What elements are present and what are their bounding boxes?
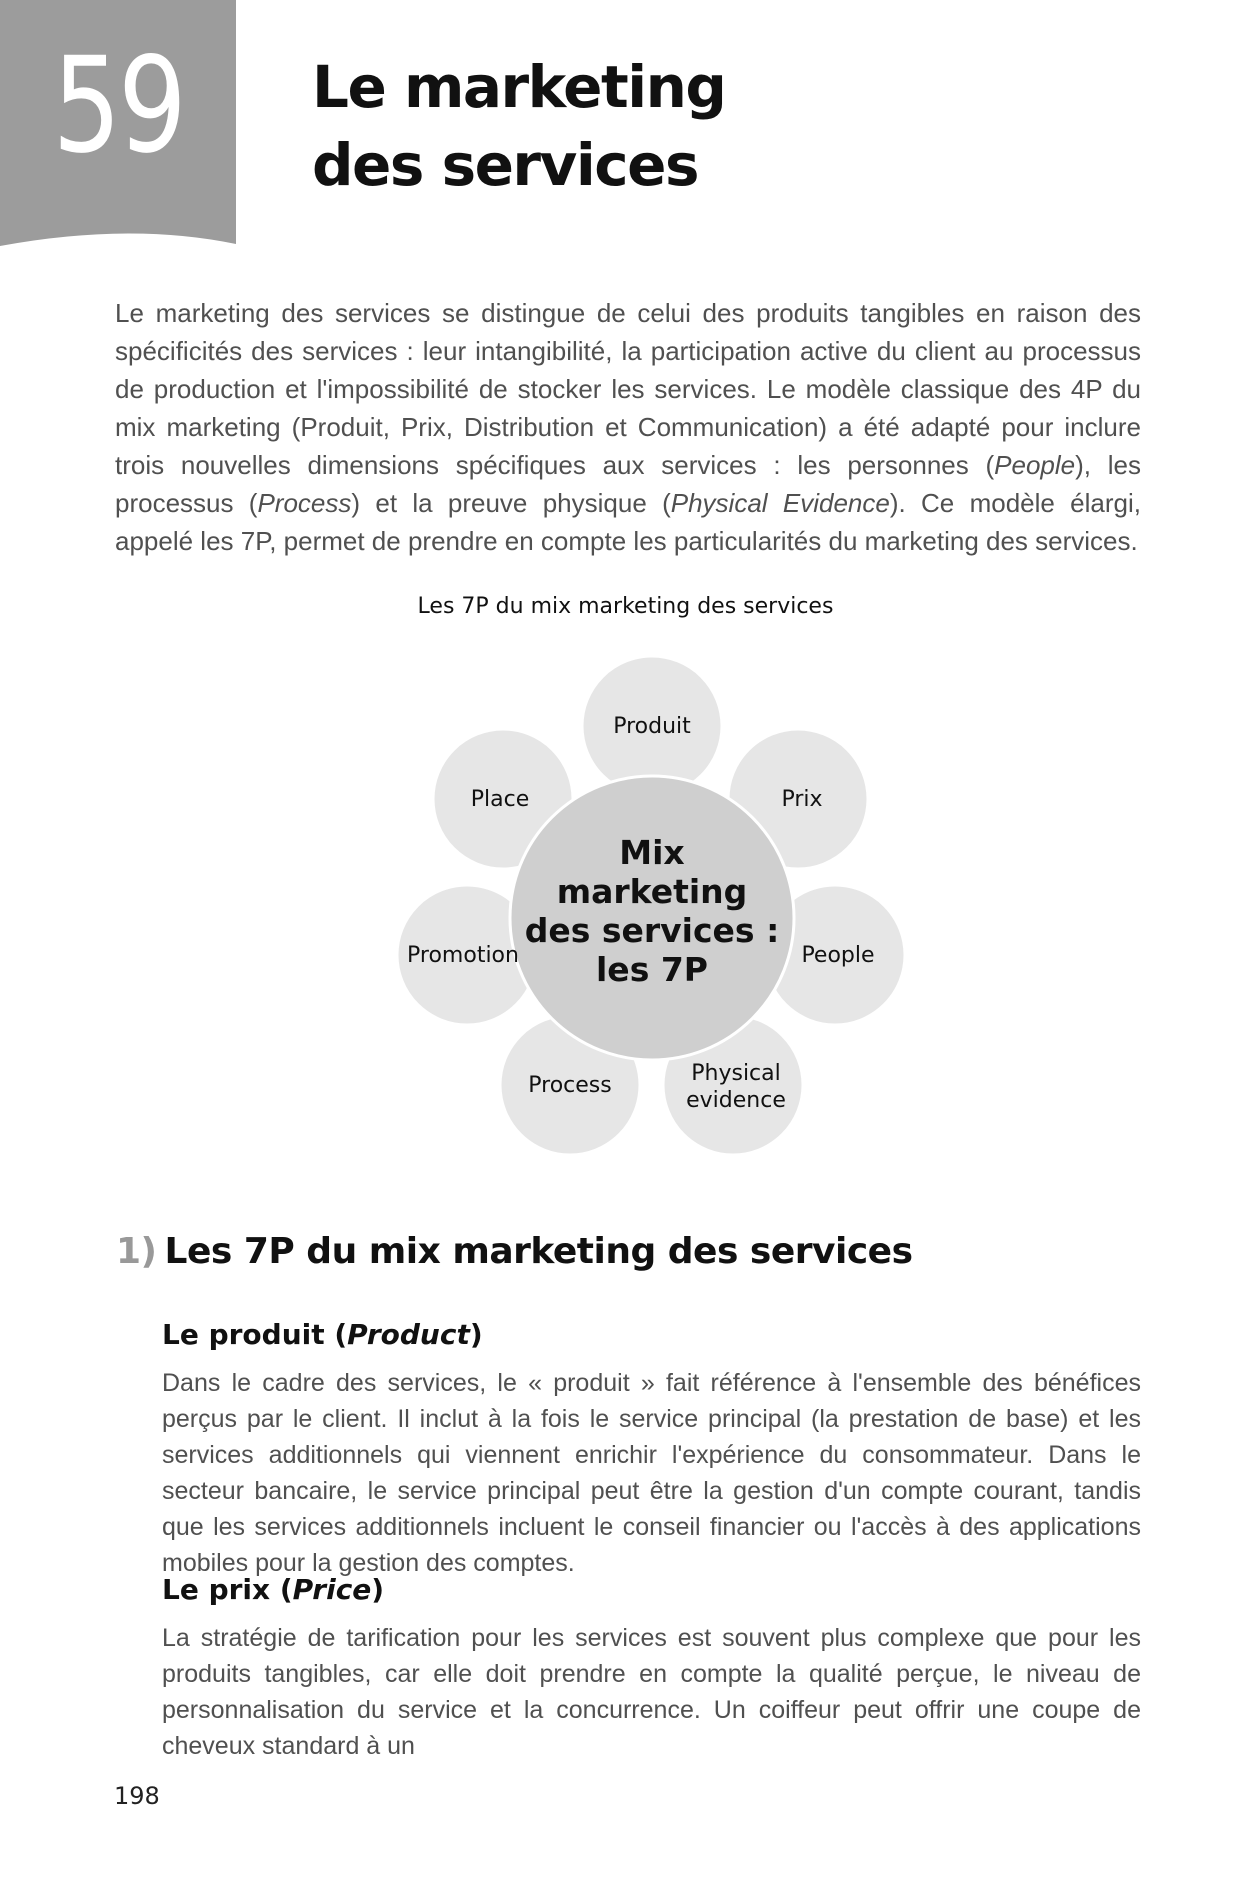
figure-caption: Les 7P du mix marketing des services <box>417 594 834 619</box>
intro-term-process: Process <box>257 488 352 518</box>
label-place: Place <box>470 787 530 812</box>
section-title: Les 7P du mix marketing des services <box>164 1231 913 1272</box>
paragraph-prix: La stratégie de tarification pour les services est souvent plus complexe que pour les produits tangibles, car elle doit prendre en compte la qualité perçue, le niveau de personnalisation du service et la concurrence. Un coiffeur peut offrir une coupe de cheveux standard à un <box>162 1624 1141 1760</box>
section-heading <box>116 1230 913 1274</box>
intro-text-4: ). Ce modèle élargi, appelé les 7P, permet de prendre en compte les particularités du marketing des services. <box>115 488 1141 556</box>
intro-text-3: ) et la preuve physique ( <box>351 488 671 518</box>
section-number: 1) <box>116 1231 157 1272</box>
center-line2: marketing <box>556 872 748 911</box>
intro-text-2: ), les processus ( <box>115 450 1141 518</box>
center-line4: les 7P <box>596 950 708 989</box>
subheading-produit-suffix: ) <box>469 1318 483 1351</box>
label-physical-line1: Physical <box>691 1061 781 1086</box>
subheading-prix <box>162 1573 384 1607</box>
label-physical-line2: evidence <box>686 1088 786 1113</box>
intro-term-people: People <box>994 450 1076 480</box>
subheading-produit-term: Product <box>347 1318 470 1351</box>
center-line1: Mix <box>619 833 685 872</box>
subheading-produit-prefix: Le produit ( <box>162 1318 348 1351</box>
label-people: People <box>801 943 875 968</box>
chapter-title-line2: des services <box>312 131 698 199</box>
paragraph-produit: Dans le cadre des services, le « produit » fait référence à l'ensemble des bénéfices perçus par le client. Il inclut à la fois le service principal (la prestation de base) et les services additionnels qui viennent enrichir l'expérience du consommateur. Dans le secteur bancaire, le service principal peut être la gestion d'un compte courant, tandis que les services additionnels incluent le conseil financier ou l'accès à des applications mobiles pour la gestion des comptes. <box>162 1369 1141 1577</box>
intro-term-physical-evidence: Physical Evidence <box>670 488 890 518</box>
label-process: Process <box>528 1073 612 1098</box>
chapter-title-line1: Le marketing <box>312 53 726 121</box>
chapter-number: 59 <box>52 29 184 183</box>
label-promotion: Promotion <box>407 943 519 968</box>
subheading-prix-prefix: Le prix ( <box>162 1573 293 1606</box>
subheading-prix-suffix: ) <box>371 1573 385 1606</box>
label-produit: Produit <box>613 714 691 739</box>
intro-text-1: Le marketing des services se distingue de celui des produits tangibles en raison des spécificités des services : leur intangibilité, la participation active du client au processus de production et l'impossibilité de stocker les services. Le modèle classique des 4P du mix marketing (Produit, Prix, Distribution et Communication) a été adapté pour inclure trois nouvelles dimensions spécifiques aux services : les personnes ( <box>115 298 1141 480</box>
subheading-prix-term: Price <box>292 1573 372 1606</box>
label-prix: Prix <box>781 787 823 812</box>
center-line3: des services : <box>524 911 780 950</box>
subheading-produit <box>162 1318 483 1352</box>
page-number: 198 <box>114 1782 160 1810</box>
